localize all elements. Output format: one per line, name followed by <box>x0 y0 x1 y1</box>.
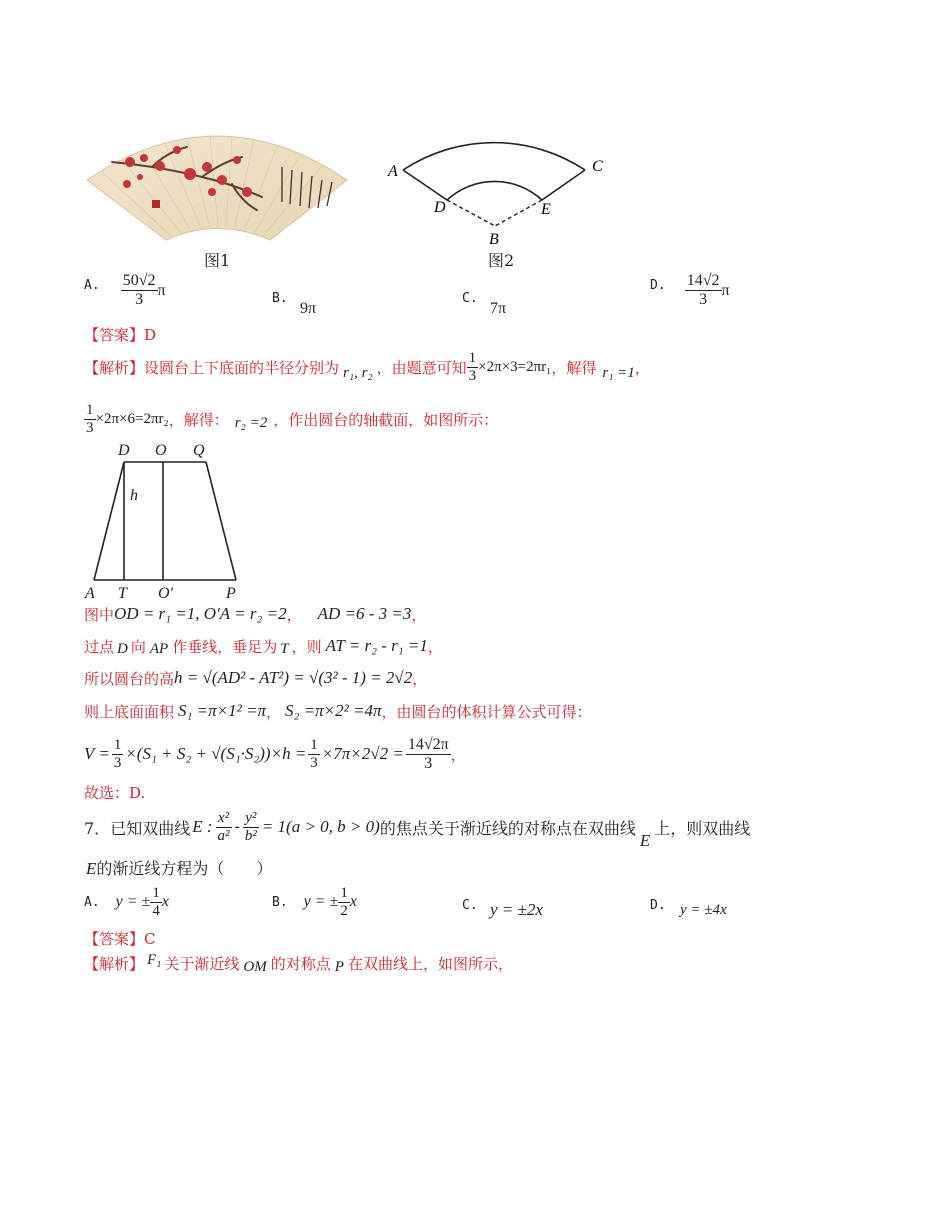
label-trap-T: T <box>118 585 127 602</box>
q7-option-c-value: y = ±2x <box>490 900 543 919</box>
label-A: A <box>388 163 398 180</box>
q7-answer: 【答案】C <box>84 930 156 948</box>
label-B: B <box>489 231 499 248</box>
label-trap-O2: O′ <box>158 585 174 602</box>
fan-painting-figure <box>82 122 352 242</box>
q7-option-b: B. y = ± $\frac{1}{2}$ x <box>272 884 357 919</box>
q6-analysis-line5: 所以圆台的高 h = √(AD² - AT²) = √(3² - 1) = 2√2 ， <box>84 668 428 688</box>
q6-option-b-value: 9π <box>300 300 317 317</box>
q6-conclusion: 故选：D. <box>84 784 146 802</box>
annular-sector-figure <box>380 108 620 258</box>
q6-analysis-line3: 图中 OD = r₁ =1, O′A = r₂ =2 ， AD =6 - 3 =3 ， <box>84 604 427 624</box>
q7-option-c: C. <box>462 898 478 913</box>
q6-option-b: B. <box>272 291 288 306</box>
trapezoid-figure <box>82 438 252 604</box>
q6-analysis-line6: 则上底面面积 S₁ =π×1² =π ， S₂ =π×2² =4π ，由圆台的体积计算公式可得： <box>84 701 592 721</box>
label-trap-O: O <box>155 442 167 459</box>
q6-analysis-line1: 【解析】 设圆台上下底面的半径分别为 r₁, r₂ ，由题意可知 $\frac{1}{3}$ ×2π×3=2πr₁ ，解得 r₁ =1 ， <box>84 349 650 384</box>
figure1-caption: 图1 <box>204 251 231 270</box>
q6-option-a: $^{A.}$ $\frac{50√2}{3}$ π <box>84 272 166 308</box>
q7-analysis: 【解析】 F₁ 关于渐近线 OM 的对称点 P 在双曲线上，如图所示， <box>84 951 513 975</box>
q6-volume-formula: V = $\frac{1}{3}$ ×(S₁ + S₂ + √(S₁·S₂))×h = $\frac{1}{3}$ ×7π×2√2 = $\frac{14√2\pi}{3}$ ， <box>84 735 466 772</box>
q6-answer: 【答案】D <box>84 326 157 344</box>
q6-option-c-value: 7π <box>490 300 507 317</box>
q6-option-d: $^{D.}$ $\frac{14√2}{3}$ π <box>650 272 730 308</box>
q6-option-c: C. <box>462 291 478 306</box>
label-D: D <box>434 199 446 216</box>
q7-option-d-value: y = ±4x <box>680 902 727 918</box>
q6-analysis-line4: 过点 D 向 AP 作垂线，垂足为 T ，则 AT = r₂ - r₁ =1 ， <box>84 636 443 657</box>
label-C: C <box>592 158 603 175</box>
label-trap-A: A <box>85 585 95 602</box>
q7-stem-line2: E的渐近线方程为（ ） <box>86 859 273 878</box>
label-E: E <box>541 201 551 218</box>
label-trap-D: D <box>118 442 130 459</box>
label-trap-Q: Q <box>193 442 205 459</box>
q7-stem: 7． 已知双曲线 E : $\frac{\text{x²}}{\text{a²}}$ - $\frac{\text{y²}}{\text{b²}}$ = 1(a > 0, b > 0) 的焦点关于渐近线的对称点在双曲线 E 上，则双曲线 <box>84 809 751 850</box>
q6-analysis-line2: $\frac{1}{3}$ ×2π×6=2πr₂ ，解得： r₂ =2 ，作出圆台的轴截面，如图所示： <box>86 401 499 436</box>
label-trap-h: h <box>130 487 138 504</box>
q7-option-d: D. <box>650 898 666 913</box>
q7-option-a: A. y = ± $\frac{1}{4}$ x <box>84 884 169 919</box>
figure2-caption: 图2 <box>488 251 515 270</box>
label-trap-P: P <box>226 585 236 602</box>
